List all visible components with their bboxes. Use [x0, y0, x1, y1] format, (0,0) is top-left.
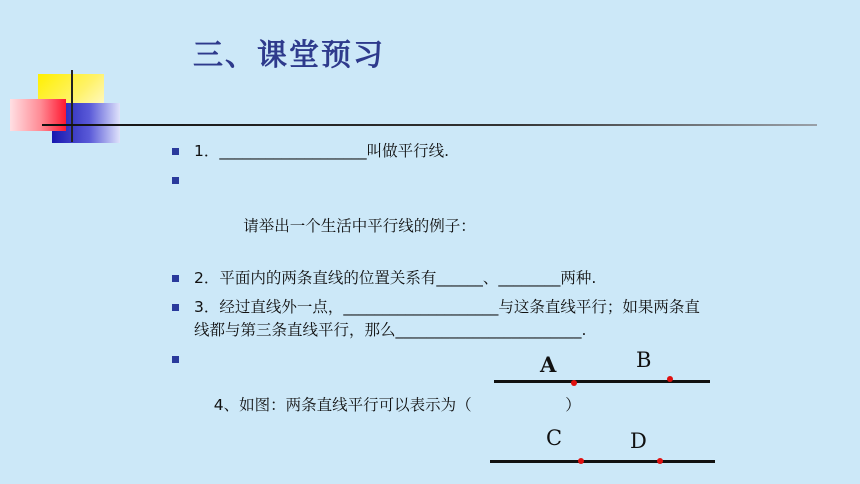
point-c	[578, 458, 584, 464]
decor-red-square	[10, 99, 66, 131]
item-text: 4、如图：两条直线平行可以表示为（ ）	[213, 396, 581, 414]
list-item	[170, 169, 710, 261]
bullet-icon	[172, 356, 179, 363]
point-a	[571, 380, 577, 386]
label-d: D	[630, 429, 647, 453]
list-item	[170, 140, 710, 163]
label-a: A	[540, 352, 557, 377]
bullet-icon	[172, 275, 179, 282]
line-ab	[494, 380, 710, 383]
page-title: 三、课堂预习	[193, 38, 385, 73]
label-b: B	[636, 348, 652, 372]
list-item	[170, 296, 714, 342]
item-text: 2．平面内的两条直线的位置关系有______、________两种.	[194, 269, 597, 287]
list-item	[170, 267, 694, 290]
bullet-icon	[172, 177, 179, 184]
bullet-icon	[172, 148, 179, 155]
item-text: 1．___________________叫做平行线.	[194, 142, 450, 160]
bullet-icon	[172, 304, 179, 311]
item-text: 3．经过直线外一点，____________________与这条直线平行；如果两条直线都与第三条直线平行，那么________________________.	[194, 298, 700, 339]
decor-horizontal-rule	[42, 124, 817, 126]
point-d	[657, 458, 663, 464]
decor-vertical-line	[71, 70, 73, 142]
line-cd	[490, 460, 715, 463]
point-b	[667, 376, 673, 382]
item-text: 请举出一个生活中平行线的例子：	[213, 217, 476, 235]
parallel-lines-diagram	[480, 340, 740, 480]
label-c: C	[546, 426, 563, 450]
